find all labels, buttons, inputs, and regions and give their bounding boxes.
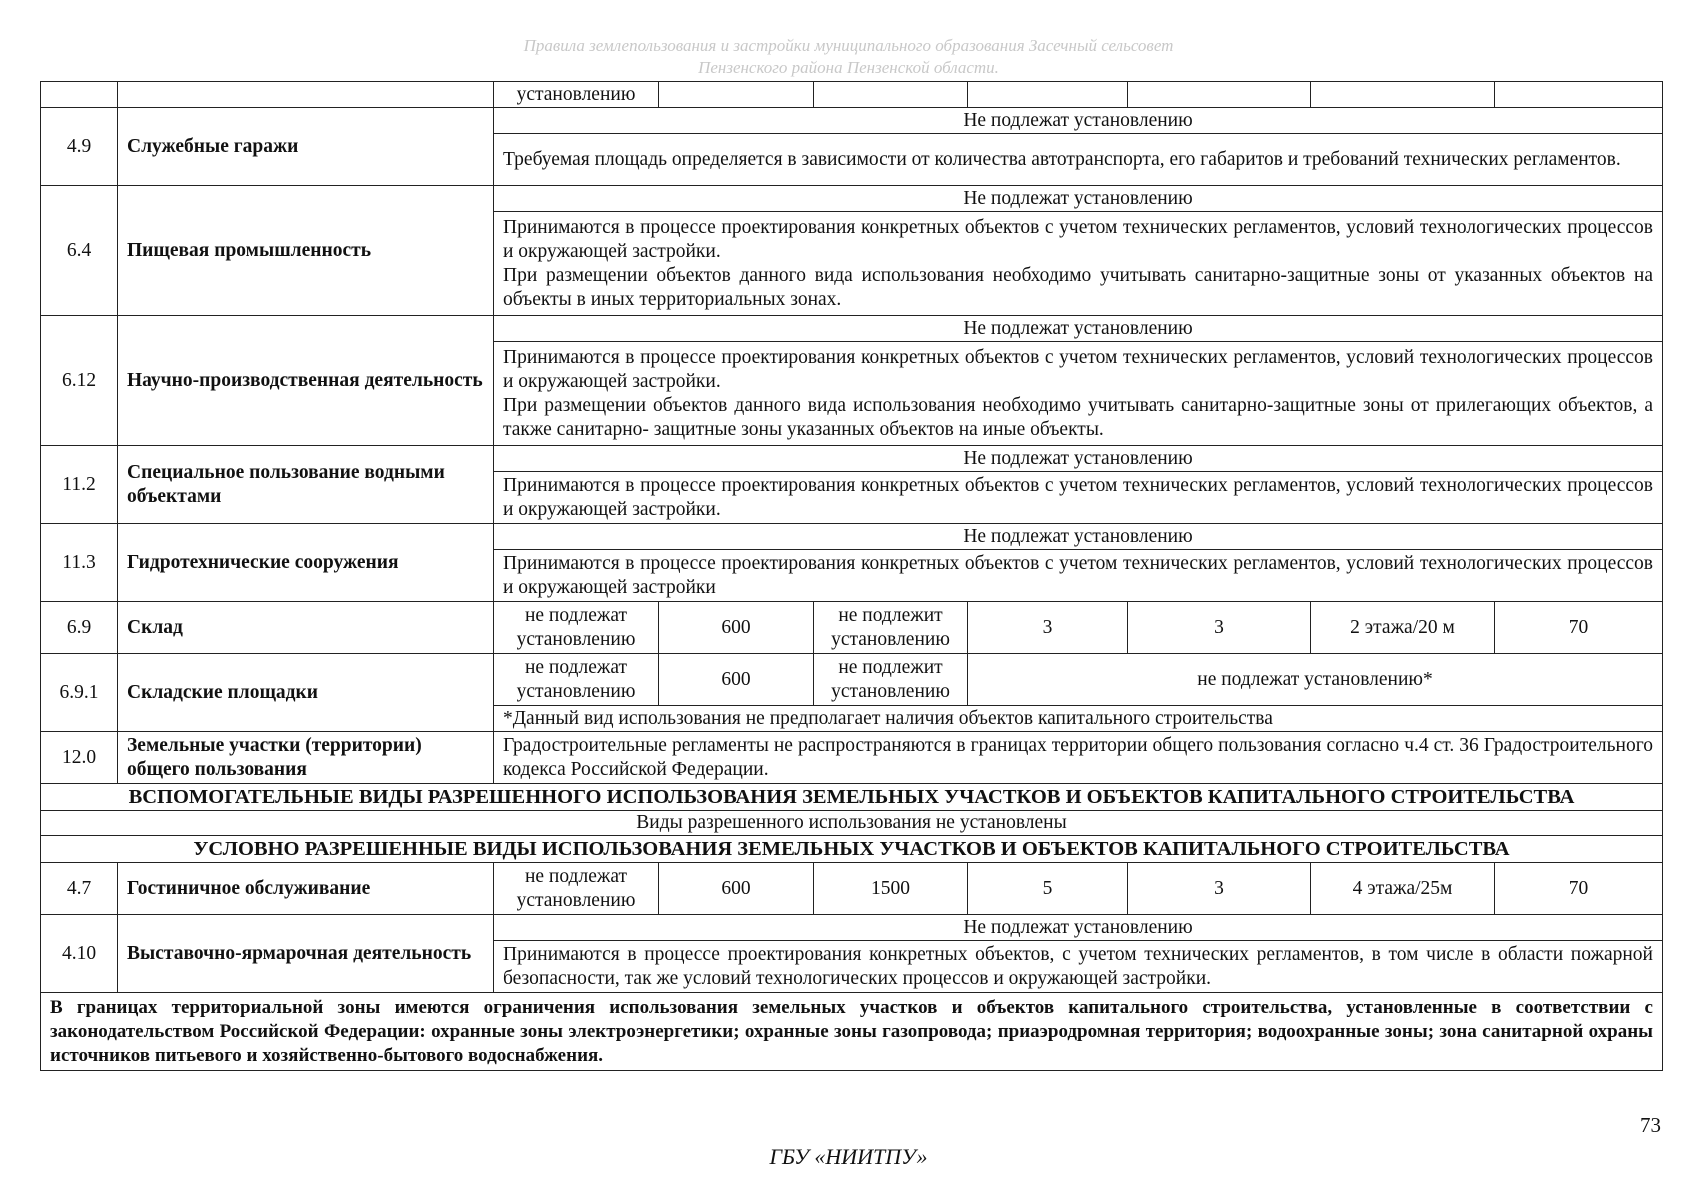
- value-cell: не подлежат установлению: [494, 654, 659, 706]
- regulations-table: [40, 81, 1663, 1071]
- name-cell: Пищевая промышленность: [118, 186, 494, 316]
- table-row: [41, 186, 1663, 212]
- table-row: [41, 732, 1663, 784]
- code-cell: 6.9.1: [41, 654, 118, 732]
- name-cell: Гостиничное обслуживание: [118, 863, 494, 915]
- description-cell: Градостроительные регламенты не распространяются в границах территории общего пользования согласно ч.4 ст. 36 Градостроительного кодекса Российской Федерации.: [494, 732, 1663, 784]
- name-cell: Гидротехнические сооружения: [118, 524, 494, 602]
- params-cell: Не подлежат установлению: [494, 186, 1663, 212]
- value-cell: 600: [659, 602, 814, 654]
- value-cell: 1500: [814, 863, 968, 915]
- description-para: Принимаются в процессе проектирования конкретных объектов с учетом технических регламентов, условий технологических процессов и окружающей застройки.: [503, 346, 1653, 392]
- name-cell: Служебные гаражи: [118, 108, 494, 186]
- code-cell: 4.9: [41, 108, 118, 186]
- code-cell: [41, 82, 118, 108]
- running-header-line2: Пензенского района Пензенской области.: [698, 58, 999, 77]
- table-row: [41, 811, 1663, 836]
- name-cell: Специальное пользование водными объектами: [118, 446, 494, 524]
- value-cell: 3: [1128, 602, 1311, 654]
- name-cell: Складские площадки: [118, 654, 494, 732]
- value-cell: 600: [659, 654, 814, 706]
- section-note: Виды разрешенного использования не установлены: [41, 811, 1663, 836]
- table-row: [41, 82, 1663, 108]
- name-cell: [118, 82, 494, 108]
- value-cell: не подлежит установлению: [814, 654, 968, 706]
- name-cell: Научно-производственная деятельность: [118, 316, 494, 446]
- description-para: Принимаются в процессе проектирования конкретных объектов с учетом технических регламентов, условий технологических процессов и окружающей застройки.: [503, 216, 1653, 262]
- table-row: [41, 108, 1663, 134]
- description-cell: [494, 342, 1663, 446]
- value-cell: не подлежат установлению*: [968, 654, 1663, 706]
- value-cell: 2 этажа/20 м: [1311, 602, 1495, 654]
- name-cell: Выставочно-ярмарочная деятельность: [118, 915, 494, 993]
- note-cell: *Данный вид использования не предполагает наличия объектов капитального строительства: [494, 706, 1663, 732]
- section-heading: УСЛОВНО РАЗРЕШЕННЫЕ ВИДЫ ИСПОЛЬЗОВАНИЯ ЗЕМЕЛЬНЫХ УЧАСТКОВ И ОБЪЕКТОВ КАПИТАЛЬНОГО СТРОИТЕЛЬСТВА: [41, 836, 1663, 863]
- value-cell: 3: [1128, 863, 1311, 915]
- running-header-line1: Правила землепользования и застройки муниципального образования Засечный сельсовет: [523, 36, 1174, 55]
- description-cell: Принимаются в процессе проектирования конкретных объектов с учетом технических регламентов, условий технологических процессов и окружающей застройки.: [494, 472, 1663, 524]
- description-cell: [494, 212, 1663, 316]
- value-cell: 5: [968, 863, 1128, 915]
- value-cell: установлению: [494, 82, 659, 108]
- table-row: [41, 524, 1663, 550]
- name-cell: Земельные участки (территории) общего пользования: [118, 732, 494, 784]
- page-number: 73: [1640, 1113, 1661, 1137]
- table-row: [41, 915, 1663, 941]
- description-cell: Принимаются в процессе проектирования конкретных объектов, с учетом технических регламентов, в том числе в области пожарной безопасности, так же условий технологических процессов и окружающей застройки.: [494, 941, 1663, 993]
- description-cell: Принимаются в процессе проектирования конкретных объектов с учетом технических регламентов, условий технологических процессов и окружающей застройки: [494, 550, 1663, 602]
- value-cell: 600: [659, 863, 814, 915]
- value-cell: не подлежат установлению: [494, 863, 659, 915]
- table-row: [41, 993, 1663, 1071]
- table-row: [41, 863, 1663, 915]
- value-cell: 4 этажа/25м: [1311, 863, 1495, 915]
- params-cell: Не подлежат установлению: [494, 915, 1663, 941]
- params-cell: Не подлежат установлению: [494, 446, 1663, 472]
- table-row: [41, 602, 1663, 654]
- value-cell: 70: [1495, 602, 1663, 654]
- description-para: При размещении объектов данного вида использования необходимо учитывать санитарно-защитные зоны от указанных объектов на объекты в иных территориальных зонах.: [503, 264, 1653, 310]
- description-cell: Требуемая площадь определяется в зависимости от количества автотранспорта, его габаритов и требований технических регламентов.: [494, 134, 1663, 186]
- value-cell: не подлежат установлению: [494, 602, 659, 654]
- params-cell: Не подлежат установлению: [494, 524, 1663, 550]
- code-cell: 12.0: [41, 732, 118, 784]
- name-cell: Склад: [118, 602, 494, 654]
- section-heading: ВСПОМОГАТЕЛЬНЫЕ ВИДЫ РАЗРЕШЕННОГО ИСПОЛЬЗОВАНИЯ ЗЕМЕЛЬНЫХ УЧАСТКОВ И ОБЪЕКТОВ КАПИТАЛЬНОГО СТРОИТЕЛЬСТВА: [41, 784, 1663, 811]
- value-cell: не подлежит установлению: [814, 602, 968, 654]
- code-cell: 4.7: [41, 863, 118, 915]
- code-cell: 11.3: [41, 524, 118, 602]
- params-cell: Не подлежат установлению: [494, 108, 1663, 134]
- table-row: [41, 654, 1663, 706]
- page-footer: ГБУ «НИИТПУ»: [769, 1144, 928, 1169]
- code-cell: 6.9: [41, 602, 118, 654]
- restrictions-note: В границах территориальной зоны имеются ограничения использования земельных участков и объектов капитального строительства, установленные в соответствии с законодательством Российской Федерации: охранные зоны электроэнергетики; охранные зоны газопровода; приаэродромная территория; водоохранные зоны; зона санитарной охраны источников питьевого и хозяйственно-бытового водоснабжения.: [41, 993, 1663, 1071]
- code-cell: 4.10: [41, 915, 118, 993]
- table-row: [41, 784, 1663, 811]
- params-cell: Не подлежат установлению: [494, 316, 1663, 342]
- code-cell: 6.4: [41, 186, 118, 316]
- table-row: [41, 446, 1663, 472]
- code-cell: 6.12: [41, 316, 118, 446]
- code-cell: 11.2: [41, 446, 118, 524]
- table-row: [41, 316, 1663, 342]
- value-cell: 70: [1495, 863, 1663, 915]
- value-cell: 3: [968, 602, 1128, 654]
- table-row: [41, 836, 1663, 863]
- description-para: При размещении объектов данного вида использования необходимо учитывать санитарно-защитные зоны от прилегающих объектов, а также санитарно- защитные зоны указанных объектов на иные объекты.: [503, 394, 1653, 440]
